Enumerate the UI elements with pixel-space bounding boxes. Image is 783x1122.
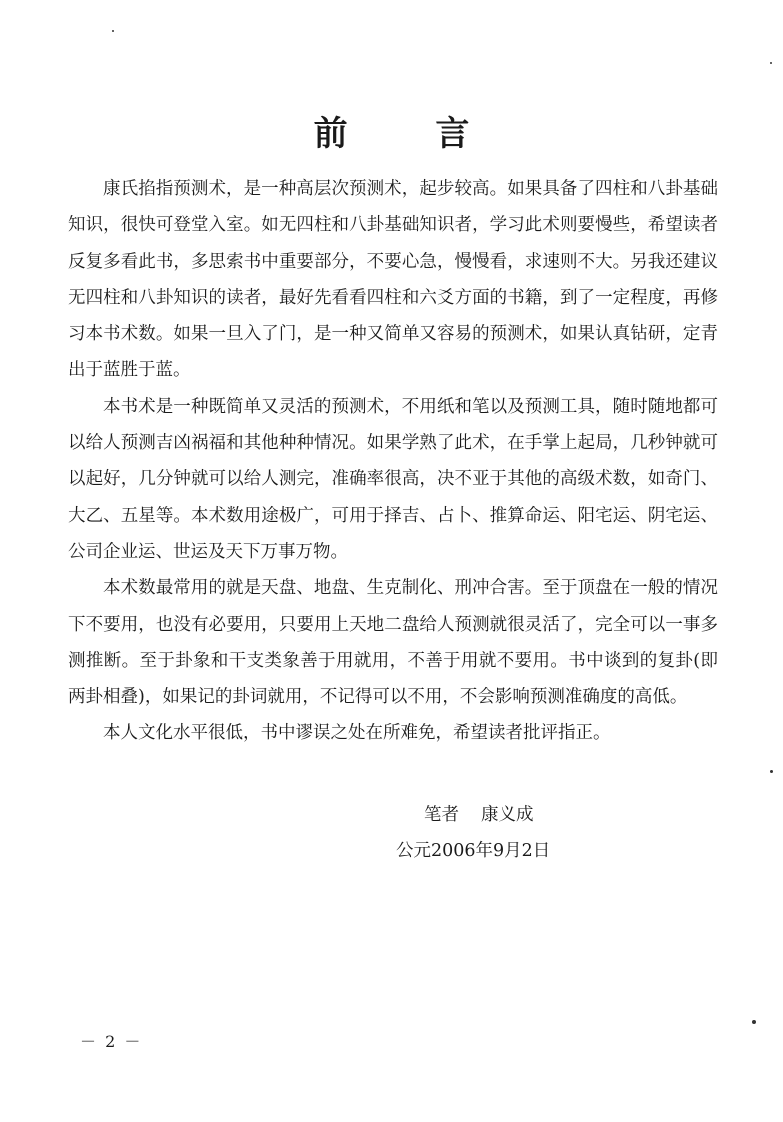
preface-body <box>68 171 718 752</box>
signature-date: 公元2006年9月2日 <box>396 841 551 861</box>
signature-author: 康义成 <box>481 805 534 825</box>
signature-label: 笔者 <box>424 805 459 825</box>
paragraph-1: 康氏掐指预测术，是一种高层次预测术，起步较高。如果具备了四柱和八卦基础知识，很快可登堂入室。如无四柱和八卦基础知识者，学习此术则要慢些，希望读者反复多看此书，多思索书中重要部分，不要心急，慢慢看，求速则不大。另我还建议无四柱和八卦知识的读者，最好先看看四柱和六爻方面的书籍，到了一定程度，再修习本书术数。如果一旦入了门，是一种又简单又容易的预测术，如果认真钻研，定青出于蓝胜于蓝。 <box>68 179 718 381</box>
scan-speck <box>752 1020 756 1024</box>
signature-line <box>424 800 724 830</box>
scan-speck <box>112 30 114 32</box>
page-number: － 2 － <box>80 1032 143 1051</box>
paragraph-4: 本人文化水平很低，书中谬误之处在所难免，希望读者批评指正。 <box>103 723 611 744</box>
scan-speck <box>770 62 772 64</box>
paragraph-3: 本术数最常用的就是天盘、地盘、生克制化、刑冲合害。至于顶盘在一般的情况下不要用，也没有必要用，只要用上天地二盘给人预测就很灵活了，完全可以一事多测推断。至于卦象和干支类象善于用就用，不善于用就不要用。书中谈到的复卦(即两卦相叠)，如果记的卦词就用，不记得可以不用，不会影响预测准确度的高低。 <box>68 578 718 708</box>
page-title: 前 言 <box>313 114 508 154</box>
scan-speck <box>770 770 773 773</box>
paragraph-2: 本书术是一种既简单又灵活的预测术，不用纸和笔以及预测工具，随时随地都可以给人预测吉凶祸福和其他种种情况。如果学熟了此术，在手掌上起局，几秒钟就可以起好，几分钟就可以给人测完，准确率很高，决不亚于其他的高级术数，如奇门、大乙、五星等。本术数用途极广，可用于择吉、占卜、推算命运、阳宅运、阴宅运、公司企业运、世运及天下万事万物。 <box>68 396 718 562</box>
